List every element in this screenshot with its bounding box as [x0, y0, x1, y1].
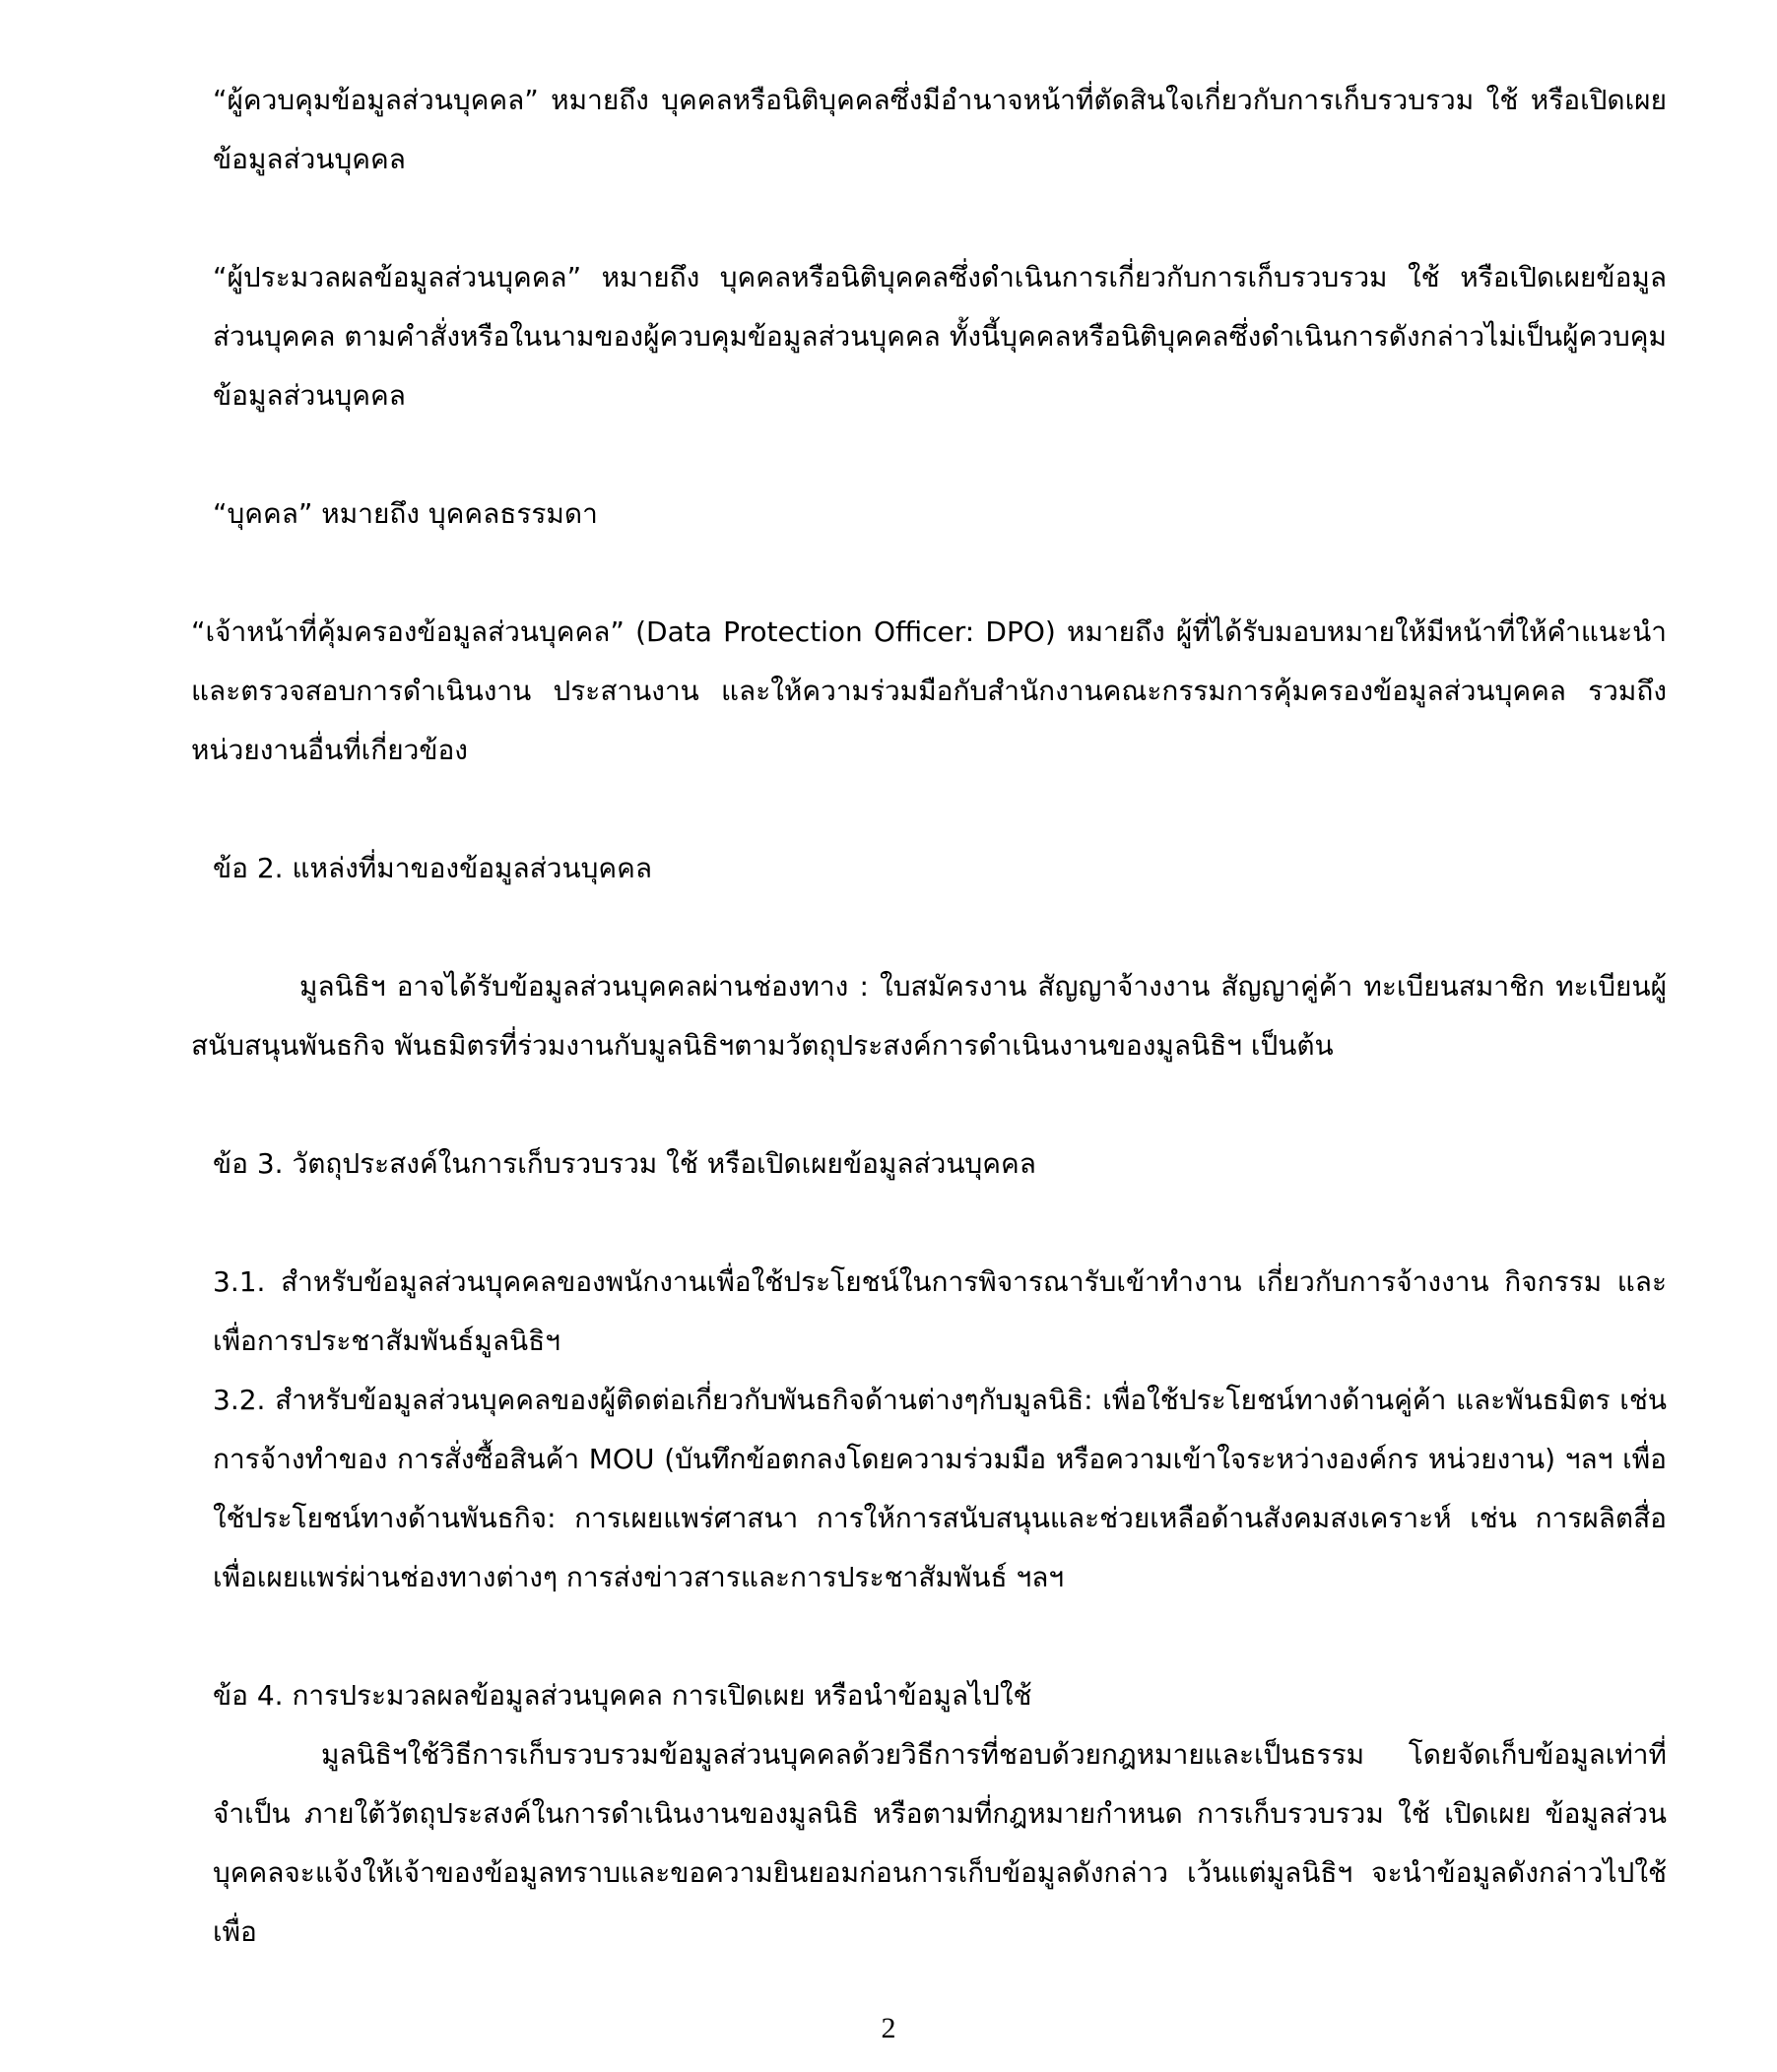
section-2-heading: ข้อ 2. แหล่งที่มาของข้อมูลส่วนบุคคล — [213, 852, 652, 884]
definition-data-processor: “ผู้ประมวลผลข้อมูลส่วนบุคคล” หมายถึง บุคคลหรือนิติบุคคลซึ่งดำเนินการเกี่ยวกับการเก็บรวบรวม ใช้ หรือเปิดเผยข้อมูลส่วนบุคคล ตามคำสั่งหรือในนามของผู้ควบคุมข้อมูลส่วนบุคคล ทั้งนี้บุคคลหรือนิติบุคคลซึ่งดำเนินการดังกล่าวไม่เป็นผู้ควบคุมข้อมูลส่วนบุคคล — [213, 261, 1667, 412]
section-4-heading: ข้อ 4. การประมวลผลข้อมูลส่วนบุคคล การเปิดเผย หรือนำข้อมูลไปใช้ — [213, 1679, 1032, 1712]
definition-person: “บุคคล” หมายถึง บุคคลธรรมดา — [213, 497, 598, 530]
page-number: 2 — [881, 2012, 896, 2044]
section-3-item-2: 3.2. สำหรับข้อมูลส่วนบุคคลของผู้ติดต่อเกี่ยวกับพันธกิจด้านต่างๆกับมูลนิธิ: เพื่อใช้ประโยชน์ทางด้านคู่ค้า และพันธมิตร เช่น การจ้างทำของ การสั่งซื้อสินค้า MOU (บันทึกข้อตกลงโดยความร่วมมือ หรือความเข้าใจระหว่างองค์กร หน่วยงาน) ฯลฯ เพื่อใช้ประโยชน์ทางด้านพันธกิจ: การเผยแพร่ศาสนา การให้การสนับสนุนและช่วยเหลือด้านสังคมสงเคราะห์ เช่น การผลิตสื่อเพื่อเผยแพร่ผ่านช่องทางต่างๆ การส่งข่าวสารและการประชาสัมพันธ์ ฯลฯ — [213, 1384, 1667, 1593]
section-3-heading: ข้อ 3. วัตถุประสงค์ในการเก็บรวบรวม ใช้ หรือเปิดเผยข้อมูลส่วนบุคคล — [213, 1147, 1036, 1180]
section-3-item-1: 3.1. สำหรับข้อมูลส่วนบุคคลของพนักงานเพื่อใช้ประโยชน์ในการพิจารณารับเข้าทำงาน เกี่ยวกับการจ้างงาน กิจกรรม และ เพื่อการประชาสัมพันธ์มูลนิธิฯ — [213, 1265, 1667, 1357]
section-4-body: มูลนิธิฯใช้วิธีการเก็บรวบรวมข้อมูลส่วนบุคคลด้วยวิธีการที่ชอบด้วยกฎหมายและเป็นธรรม โดยจัดเก็บข้อมูลเท่าที่จำเป็น ภายใต้วัตถุประสงค์ในการดำเนินงานของมูลนิธิ หรือตามที่กฎหมายกำหนด การเก็บรวบรวม ใช้ เปิดเผย ข้อมูลส่วนบุคคลจะแจ้งให้เจ้าของข้อมูลทราบและขอความยินยอมก่อนการเก็บข้อมูลดังกล่าว เว้นแต่มูลนิธิฯ จะนำข้อมูลดังกล่าวไปใช้เพื่อ — [213, 1738, 1667, 1948]
definition-dpo: “เจ้าหน้าที่คุ้มครองข้อมูลส่วนบุคคล” (Data Protection Officer: DPO) หมายถึง ผู้ที่ได้รับมอบหมายให้มีหน้าที่ให้คำแนะนำและตรวจสอบการดำเนินงาน ประสานงาน และให้ความร่วมมือกับสำนักงานคณะกรรมการคุ้มครองข้อมูลส่วนบุคคล รวมถึงหน่วยงานอื่นที่เกี่ยวข้อง — [191, 615, 1667, 766]
section-2-body: มูลนิธิฯ อาจได้รับข้อมูลส่วนบุคคลผ่านช่องทาง : ใบสมัครงาน สัญญาจ้างงาน สัญญาคู่ค้า ทะเบียนสมาชิก ทะเบียนผู้สนับสนุนพันธกิจ พันธมิตรที่ร่วมงานกับมูลนิธิฯตามวัตถุประสงค์การดำเนินงานของมูลนิธิฯ เป็นต้น — [191, 970, 1667, 1062]
definition-data-controller: “ผู้ควบคุมข้อมูลส่วนบุคคล” หมายถึง บุคคลหรือนิติบุคคลซึ่งมีอำนาจหน้าที่ตัดสินใจเกี่ยวกับการเก็บรวบรวม ใช้ หรือเปิดเผยข้อมูลส่วนบุคคล — [213, 84, 1667, 175]
